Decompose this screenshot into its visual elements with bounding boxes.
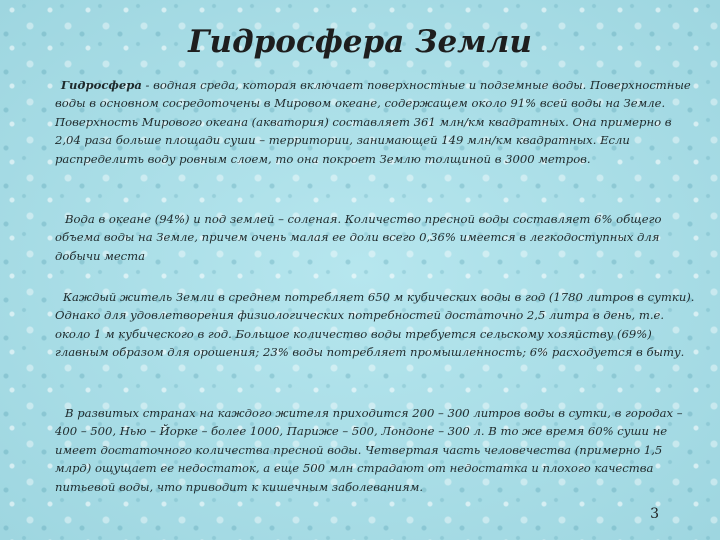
paragraph-water-consumption: Каждый житель Земли в среднем потребляет 650 м кубических воды в год (1780 литров в сутки). Однако для удовлетворения физиологических потребностей достаточно 2,5 литра в день, т.е. около 1 м кубического в год. Большое количество воды требуется сельскому хозяйству (69%) главным образом для орошения; 23% воды потребляет промышленность; 6% расходуется в быту. [55, 290, 695, 360]
slide-title: Гидросфера Земли [188, 24, 532, 60]
page-number: 3 [650, 506, 659, 522]
paragraph-hydrosphere-text: - водная среда, которая включает поверхностные и подземные воды. Поверхностные воды в основном сосредоточены в Мировом океане, содержащем около 91% всей воды на Земле. Поверхность Мирового океана (акватория) составляет 361 млн/км квадратных. Она примерно в 2,04 раза больше площади суши – территории, занимающей 149 млн/км квадратных. Если распределить воду ровным слоем, то она покроет Землю толщиной в 3000 метров. [55, 78, 691, 166]
paragraph-hydrosphere-definition [55, 76, 697, 168]
term-hydrosphere: Гидросфера [61, 78, 142, 92]
paragraph-developed-countries: В развитых странах на каждого жителя приходится 200 – 300 литров воды в сутки, в городах – 400 – 500, Нью – Йорке – более 1000, Париже – 500, Лондоне – 300 л. В то же время 60% суши не имеет достаточного количества пресной воды. Четвертая часть человечества (примерно 1,5 млрд) ощущает ее недостаток, а еще 500 млн страдают от недостатка и плохого качества питьевой воды, что приводит к кишечным заболеваниям. [55, 406, 683, 494]
paragraph-salt-fresh-water: Вода в океане (94%) и под землей – соленая. Количество пресной воды составляет 6% общего объема воды на Земле, причем очень малая ее доли всего 0,36% имеется в легкодоступных для добычи места [55, 212, 662, 263]
